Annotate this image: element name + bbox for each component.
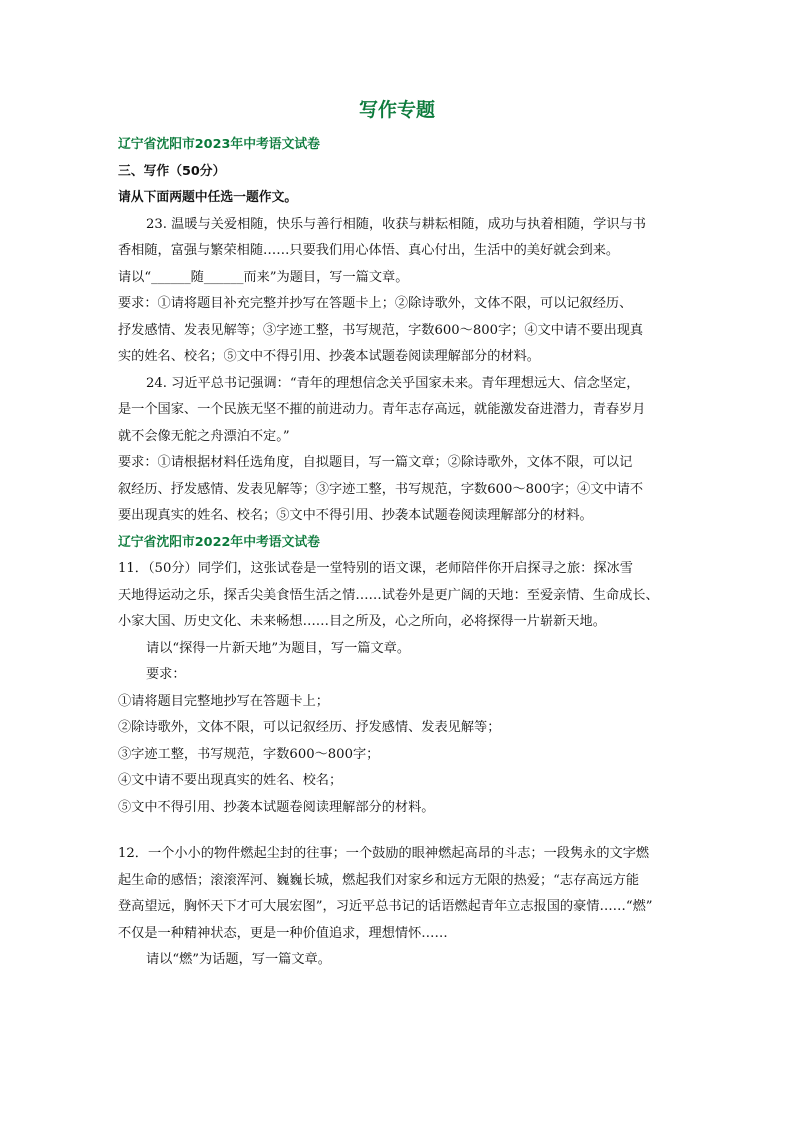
q11-requirement-3: ③字迹工整，书写规范，字数600～800字； <box>118 746 380 762</box>
q24-line-3: 就不会像无舵之舟漂泊不定。” <box>118 428 290 444</box>
q24-line-1: 24. 习近平总书记强调：“青年的理想信念关乎国家未来。青年理想远大、信念坚定， <box>146 375 640 391</box>
q23-line-2: 香相随，富强与繁荣相随……只要我们用心体悟、真心付出，生活中的美好就会到来。 <box>118 243 620 258</box>
q12-prompt: 请以“燃”为话题，写一篇文章。 <box>146 952 331 967</box>
q11-requirement-2: ②除诗歌外，文体不限，可以记叙经历、抒发感情、发表见解等； <box>118 720 501 735</box>
q11-requirement-1: ①请将题目完整地抄写在答题卡上； <box>118 693 329 709</box>
q23-line-6: 实的姓名、校名；⑤文中不得引用、抄袭本试题卷阅读理解部分的材料。 <box>118 349 540 364</box>
q23-line-3: 请以“______随______而来”为题目，写一篇文章。 <box>118 269 409 285</box>
q23-line-5: 抒发感情、发表见解等；③字迹工整，书写规范，字数600～800字；④文中请不要出现真 <box>118 322 644 338</box>
q12-line-2: 起生命的感悟；滚滚浑河、巍巍长城，燃起我们对家乡和远方无限的热爱；“志存高远方能 <box>118 872 640 888</box>
q12-line-3: 登高望远，胸怀天下才可大展宏图”，习近平总书记的话语燃起青年立志报国的豪情……“燃” <box>118 899 653 914</box>
q11-prompt: 请以“探得一片新天地”为题目，写一篇文章。 <box>146 640 411 656</box>
q12-line-1: 12．一个小小的物件燃起尘封的往事；一个鼓励的眼神燃起高昂的斗志；一段隽永的文字燃 <box>118 846 650 861</box>
paragraph-gap <box>118 821 676 841</box>
instruction-text: 请从下面两题中任选一题作文。 <box>118 190 298 205</box>
q11-requirement-5: ⑤文中不得引用、抄袭本试题卷阅读理解部分的材料。 <box>118 799 435 815</box>
q24-line-2: 是一个国家、一个民族无坚不摧的前进动力。青年志存高远，就能激发奋进潜力，青春岁月 <box>118 402 646 417</box>
q12-line-4: 不仅是一种精神状态，更是一种价值追求，理想情怀…… <box>118 925 448 941</box>
q11-line-1: 11．（50分）同学们，这张试卷是一堂特别的语文课，老师陪伴你开启探寻之旅：探冰雪 <box>118 561 633 576</box>
q23-line-1: 23. 温暖与关爱相随，快乐与善行相随，收获与耕耘相随，成功与执着相随，学识与书 <box>146 216 646 232</box>
q11-line-2: 天地得运动之乐，探舌尖美食悟生活之情……试卷外是更广阔的天地：至爱亲情、生命成长、 <box>118 587 659 603</box>
q11-requirements-label: 要求： <box>146 667 186 682</box>
exam-source-2023: 辽宁省沈阳市2023年中考语文试卷 <box>118 137 320 152</box>
q24-line-4: 要求：①请根据材料任选角度，自拟题目，写一篇文章；②除诗歌外，文体不限，可以记 <box>118 455 633 470</box>
document-page <box>118 92 676 974</box>
q11-requirement-4: ④文中请不要出现真实的姓名、校名； <box>118 773 343 788</box>
q11-line-3: 小家大国、历史文化、未来畅想……目之所及，心之所向，必将探得一片崭新天地。 <box>118 614 606 629</box>
exam-source-2022: 辽宁省沈阳市2022年中考语文试卷 <box>118 534 320 550</box>
page-title: 写作专题 <box>358 99 435 121</box>
section-heading: 三、写作（50分） <box>118 163 226 179</box>
q23-line-4: 要求：①请将题目补充完整并抄写在答题卡上；②除诗歌外，文体不限，可以记叙经历、 <box>118 296 633 311</box>
q24-line-5: 叙经历、抒发感情、发表见解等；③字迹工整，书写规范，字数600～800字；④文中请不 <box>118 481 644 497</box>
q24-line-6: 要出现真实的姓名、校名；⑤文中不得引用、抄袭本试题卷阅读理解部分的材料。 <box>118 508 593 523</box>
